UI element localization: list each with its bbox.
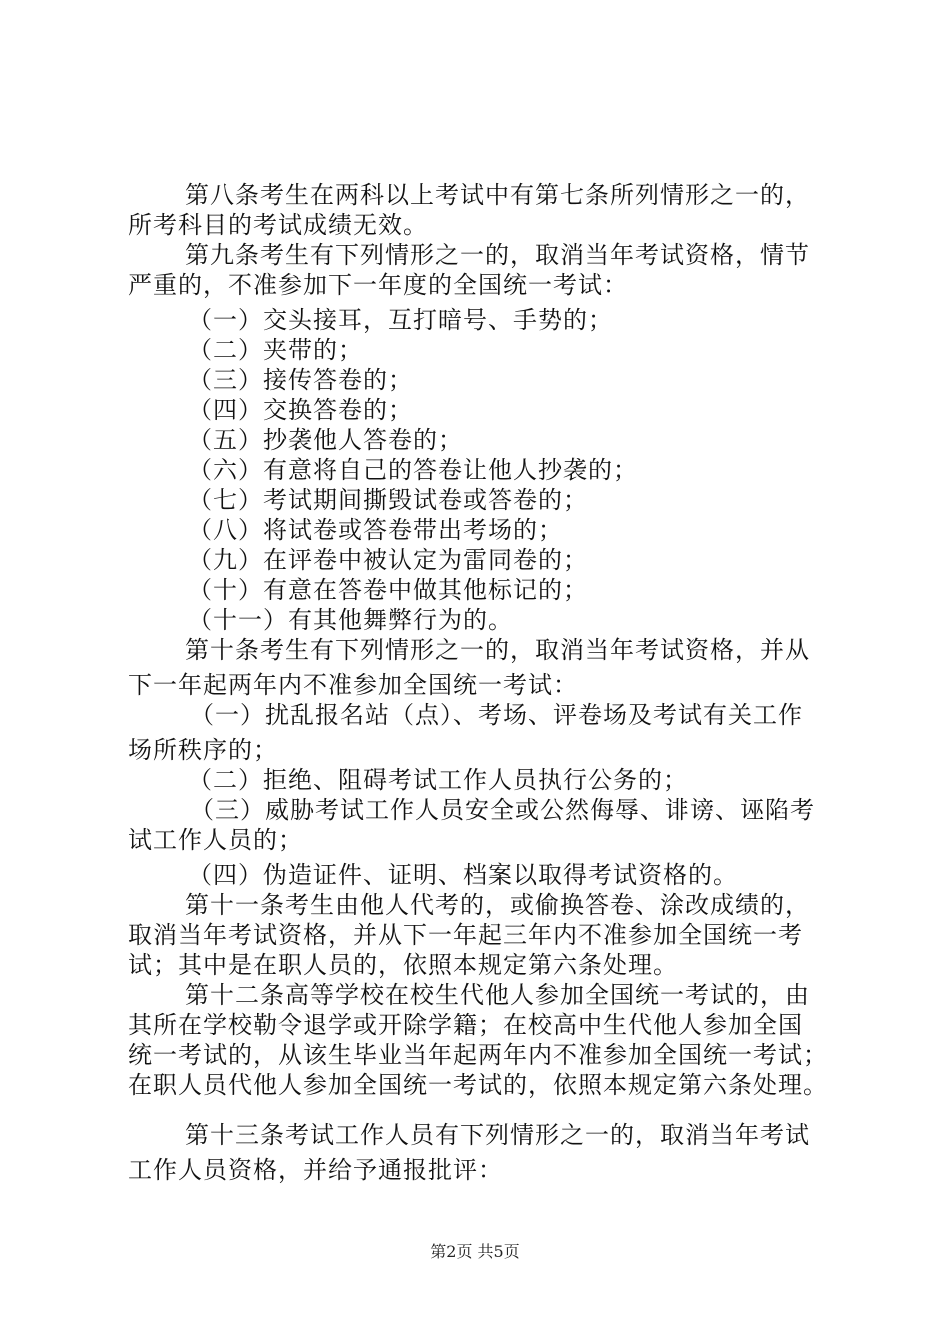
text-line: （三）接传答卷的； [188, 366, 413, 394]
text-line: 第十一条考生由他人代考的，或偷换答卷、涂改成绩的， [185, 891, 810, 919]
text-line: （九）在评卷中被认定为雷同卷的； [188, 546, 588, 574]
text-line: （四）交换答卷的； [188, 396, 413, 424]
text-line: 工作人员资格，并给予通报批评： [128, 1156, 503, 1184]
text-line: 所考科目的考试成绩无效。 [128, 211, 428, 239]
text-line: 第八条考生在两科以上考试中有第七条所列情形之一的， [185, 181, 810, 209]
text-line: （一）扰乱报名站（点）、考场、评卷场及考试有关工作 [190, 701, 803, 729]
text-line: 统一考试的，从该生毕业当年起两年内不准参加全国统一考试； [128, 1041, 828, 1069]
text-line: 严重的，不准参加下一年度的全国统一考试： [128, 271, 628, 299]
text-line: （四）伪造证件、证明、档案以取得考试资格的。 [188, 861, 738, 889]
text-line: （三）威胁考试工作人员安全或公然侮辱、诽谤、诬陷考 [190, 796, 815, 824]
text-line: （二）拒绝、阻碍考试工作人员执行公务的； [188, 766, 688, 794]
page-number-footer: 第2页 共5页 [430, 1242, 520, 1261]
text-line: 试；其中是在职人员的，依照本规定第六条处理。 [128, 951, 678, 979]
text-line: 场所秩序的； [128, 736, 278, 764]
text-line: （十一）有其他舞弊行为的。 [188, 606, 513, 634]
text-line: （一）交头接耳，互打暗号、手势的； [188, 306, 613, 334]
text-line: （七）考试期间撕毁试卷或答卷的； [188, 486, 588, 514]
text-line: （五）抄袭他人答卷的； [188, 426, 463, 454]
text-line: （十）有意在答卷中做其他标记的； [188, 576, 588, 604]
text-line: 取消当年考试资格，并从下一年起三年内不准参加全国统一考 [128, 921, 803, 949]
text-line: 第十二条高等学校在校生代他人参加全国统一考试的，由 [185, 981, 810, 1009]
text-line: 试工作人员的； [128, 826, 303, 854]
text-line: 下一年起两年内不准参加全国统一考试： [128, 671, 578, 699]
text-line: 其所在学校勒令退学或开除学籍；在校高中生代他人参加全国 [128, 1011, 803, 1039]
text-line: 第十条考生有下列情形之一的，取消当年考试资格，并从 [185, 636, 810, 664]
text-line: 第九条考生有下列情形之一的，取消当年考试资格，情节 [185, 241, 810, 269]
text-line: （二）夹带的； [188, 336, 363, 364]
text-line: 第十三条考试工作人员有下列情形之一的，取消当年考试 [185, 1121, 810, 1149]
text-line: （八）将试卷或答卷带出考场的； [188, 516, 563, 544]
text-line: 在职人员代他人参加全国统一考试的，依照本规定第六条处理。 [128, 1071, 828, 1099]
text-line: （六）有意将自己的答卷让他人抄袭的； [188, 456, 638, 484]
